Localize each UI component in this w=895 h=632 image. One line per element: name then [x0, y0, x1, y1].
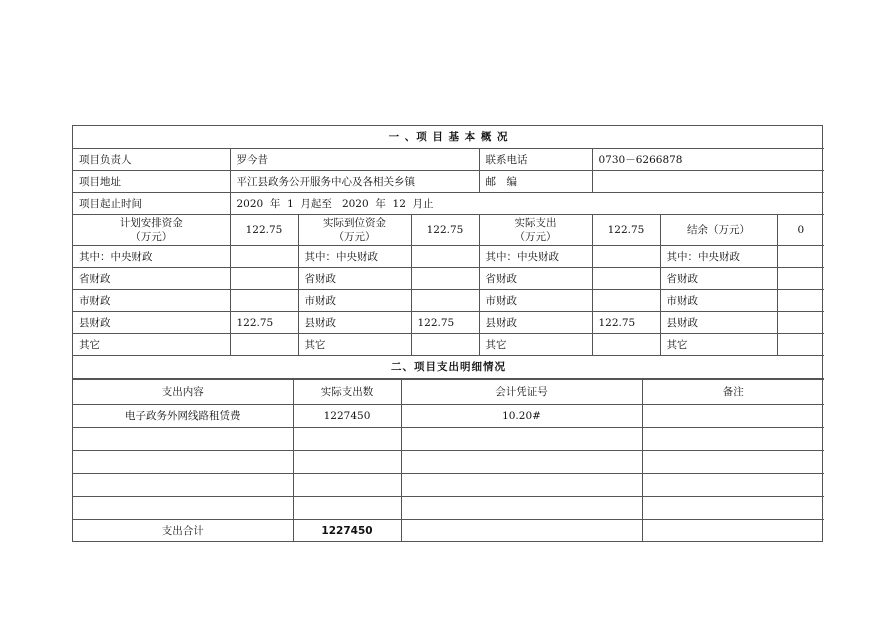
- plan-funds-label: [73, 215, 230, 246]
- table-row: [73, 405, 824, 428]
- row-remark: [642, 474, 824, 497]
- table-row: [73, 428, 824, 451]
- arrived-central-label: 其中：中央财政: [298, 246, 411, 268]
- balance-central-label: 其中：中央财政: [660, 246, 777, 268]
- phone-label: 联系电话: [479, 149, 592, 171]
- balance-central-value: [777, 246, 824, 268]
- arrived-funds-label-line1: 实际到位资金: [323, 217, 386, 229]
- table-row: [73, 474, 824, 497]
- arrived-funds-label: [298, 215, 411, 246]
- balance-county-value: [777, 312, 824, 334]
- spent-province-value: [592, 268, 660, 290]
- plan-county-value: 122.75: [230, 312, 298, 334]
- expense-detail-table: [73, 379, 824, 541]
- row-remark: [642, 428, 824, 451]
- header-voucher: 会计凭证号: [401, 380, 642, 405]
- row-content: [73, 497, 293, 520]
- project-form: [72, 125, 823, 542]
- plan-city-label: 市财政: [73, 290, 230, 312]
- arrived-central-value: [411, 246, 479, 268]
- plan-central-label: 其中：中央财政: [73, 246, 230, 268]
- row-actual: [293, 474, 401, 497]
- spent-county-value: 122.75: [592, 312, 660, 334]
- spent-funds-value: 122.75: [592, 215, 660, 246]
- arrived-county-value: 122.75: [411, 312, 479, 334]
- spent-province-label: 省财政: [479, 268, 592, 290]
- header-remark: 备注: [642, 380, 824, 405]
- total-voucher: [401, 520, 642, 542]
- owner-label: 项目负责人: [73, 149, 230, 171]
- header-content: 支出内容: [73, 380, 293, 405]
- period-label: 项目起止时间: [73, 193, 230, 215]
- header-actual: 实际支出数: [293, 380, 401, 405]
- spent-central-label: 其中：中央财政: [479, 246, 592, 268]
- total-remark: [642, 520, 824, 542]
- row-content: [73, 474, 293, 497]
- balance-other-value: [777, 334, 824, 356]
- table-row: [73, 497, 824, 520]
- balance-other-label: 其它: [660, 334, 777, 356]
- postal-value: [592, 171, 824, 193]
- plan-funds-label-line1: 计划安排资金: [119, 217, 183, 229]
- arrived-province-value: [411, 268, 479, 290]
- owner-value: 罗今昔: [230, 149, 479, 171]
- plan-county-label: 县财政: [73, 312, 230, 334]
- row-actual: [293, 497, 401, 520]
- arrived-province-label: 省财政: [298, 268, 411, 290]
- balance-province-label: 省财政: [660, 268, 777, 290]
- spent-county-label: 县财政: [479, 312, 592, 334]
- row-content: [73, 451, 293, 474]
- spent-city-value: [592, 290, 660, 312]
- spent-central-value: [592, 246, 660, 268]
- balance-city-value: [777, 290, 824, 312]
- spent-funds-label-line1: 实际支出: [514, 217, 557, 229]
- plan-city-value: [230, 290, 298, 312]
- spent-funds-label: [479, 215, 592, 246]
- spent-other-label: 其它: [479, 334, 592, 356]
- arrived-county-label: 县财政: [298, 312, 411, 334]
- arrived-city-value: [411, 290, 479, 312]
- total-value: 1227450: [293, 520, 401, 542]
- plan-other-label: 其它: [73, 334, 230, 356]
- section1-title: 一 、项 目 基 本 概 况: [73, 126, 824, 149]
- phone-value: 0730－6266878: [592, 149, 824, 171]
- plan-funds-label-line2: （万元）: [130, 231, 173, 243]
- plan-funds-value: 122.75: [230, 215, 298, 246]
- arrived-other-value: [411, 334, 479, 356]
- arrived-funds-label-line2: （万元）: [333, 231, 376, 243]
- section2-title: 二、项目支出明细情况: [73, 356, 824, 379]
- row-actual: [293, 428, 401, 451]
- basic-info-table: [73, 126, 824, 379]
- address-value: 平江县政务公开服务中心及各相关乡镇: [230, 171, 479, 193]
- balance-province-value: [777, 268, 824, 290]
- balance-city-label: 市财政: [660, 290, 777, 312]
- row-actual: [293, 451, 401, 474]
- period-value: 2020 年 1 月起至 2020 年 12 月止: [230, 193, 824, 215]
- arrived-city-label: 市财政: [298, 290, 411, 312]
- row-remark: [642, 497, 824, 520]
- balance-county-label: 县财政: [660, 312, 777, 334]
- spent-funds-label-line2: （万元）: [514, 231, 557, 243]
- spent-city-label: 市财政: [479, 290, 592, 312]
- balance-value: 0: [777, 215, 824, 246]
- row-voucher: [401, 474, 642, 497]
- row-remark: [642, 405, 824, 428]
- plan-other-value: [230, 334, 298, 356]
- row-voucher: [401, 497, 642, 520]
- arrived-other-label: 其它: [298, 334, 411, 356]
- row-content: 电子政务外网线路租赁费: [73, 405, 293, 428]
- plan-province-label: 省财政: [73, 268, 230, 290]
- plan-province-value: [230, 268, 298, 290]
- table-row: [73, 451, 824, 474]
- arrived-funds-value: 122.75: [411, 215, 479, 246]
- row-voucher: [401, 428, 642, 451]
- balance-label: 结余（万元）: [660, 215, 777, 246]
- plan-central-value: [230, 246, 298, 268]
- row-actual: 1227450: [293, 405, 401, 428]
- row-content: [73, 428, 293, 451]
- address-label: 项目地址: [73, 171, 230, 193]
- row-remark: [642, 451, 824, 474]
- spent-other-value: [592, 334, 660, 356]
- postal-label: 邮 编: [479, 171, 592, 193]
- total-label: 支出合计: [73, 520, 293, 542]
- row-voucher: [401, 451, 642, 474]
- row-voucher: 10.20#: [401, 405, 642, 428]
